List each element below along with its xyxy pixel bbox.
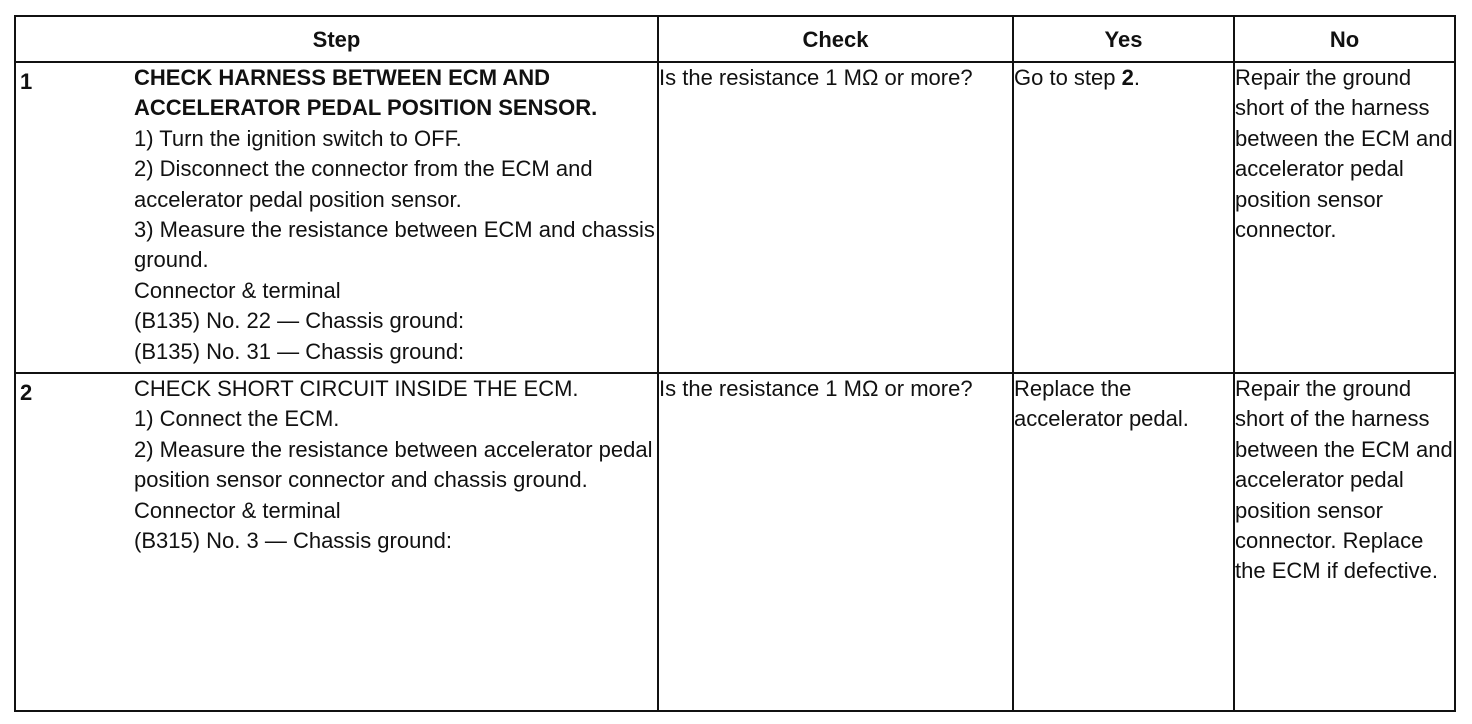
header-yes: Yes — [1013, 16, 1234, 62]
step-cell — [15, 62, 658, 373]
yes-text: Go to step — [1014, 65, 1122, 90]
step-instruction: 3) Measure the resistance between ECM and chassis ground. — [134, 217, 655, 273]
yes-suffix: . — [1133, 65, 1140, 90]
step-instruction: 2) Disconnect the connector from the ECM and accelerator pedal position sensor. — [134, 156, 593, 212]
step-instruction: 1) Connect the ECM. — [134, 406, 340, 432]
diagnostic-table — [14, 15, 1456, 712]
table-row — [15, 373, 1455, 711]
check-cell: Is the resistance 1 MΩ or more? — [658, 62, 1013, 373]
header-check: Check — [658, 16, 1013, 62]
connector-label: Connector & terminal — [134, 277, 341, 303]
header-row — [15, 16, 1455, 62]
step-number: 1 — [20, 69, 33, 94]
terminal-line: (B135) No. 22 — Chassis ground: — [134, 308, 465, 334]
header-no: No — [1234, 16, 1455, 62]
no-cell: Repair the ground short of the harness between the ECM and accelerator pedal position sensor connector. Replace the ECM if defective. — [1234, 373, 1455, 711]
terminal-line: (B315) No. 3 — Chassis ground: — [134, 528, 452, 554]
header-step: Step — [15, 16, 658, 62]
step-title: CHECK HARNESS BETWEEN ECM AND ACCELERATOR PEDAL POSITION SENSOR. — [134, 65, 598, 121]
no-cell: Repair the ground short of the harness between the ECM and accelerator pedal position sensor connector. — [1234, 62, 1455, 373]
step-instruction: 1) Turn the ignition switch to OFF. — [134, 125, 462, 151]
check-cell: Is the resistance 1 MΩ or more? — [658, 373, 1013, 711]
step-cell — [15, 373, 658, 711]
step-instruction: 2) Measure the resistance between accelerator pedal position sensor connector and chassis ground. — [134, 436, 653, 493]
table-row — [15, 62, 1455, 373]
step-number: 2 — [20, 380, 33, 405]
step-title: CHECK SHORT CIRCUIT INSIDE THE ECM. — [134, 376, 579, 401]
connector-label: Connector & terminal — [134, 497, 341, 523]
yes-step-ref[interactable]: 2 — [1121, 65, 1134, 90]
yes-cell — [1013, 62, 1234, 373]
terminal-line: (B135) No. 31 — Chassis ground: — [134, 338, 465, 364]
yes-cell: Replace the accelerator pedal. — [1013, 373, 1234, 711]
